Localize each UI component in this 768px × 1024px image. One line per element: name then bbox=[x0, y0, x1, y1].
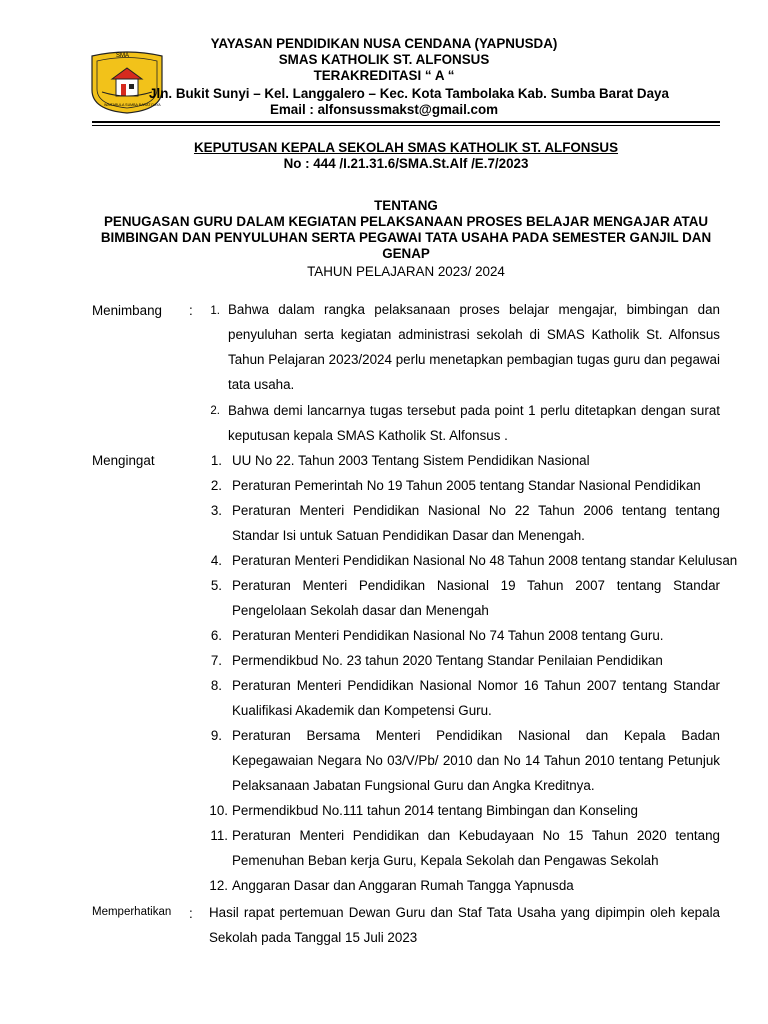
mengingat-num-6: 6. bbox=[210, 628, 222, 643]
mengingat-text-6: Peraturan Menteri Pendidikan Nasional No 74 Tahun 2008 tentang Guru. bbox=[232, 628, 664, 643]
memperhatikan-text: Hasil rapat pertemuan Dewan Guru dan Staf Tata Usaha yang dipimpin oleh kepala Sekolah pada Tanggal 15 Juli 2023 bbox=[209, 905, 720, 945]
mengingat-text-8: Peraturan Menteri Pendidikan Nasional Nomor 16 Tahun 2007 tentang Standar Kualifikasi Akademik dan Kompetensi Guru. bbox=[232, 678, 720, 718]
foundation-name: YAYASAN PENDIDIKAN NUSA CENDANA (YAPNUSDA) bbox=[210, 36, 558, 51]
mengingat-num-8: 8. bbox=[210, 678, 222, 693]
mengingat-num-2: 2. bbox=[210, 478, 222, 493]
subject-line-2: BIMBINGAN DAN PENYULUHAN SERTA PEGAWAI TATA USAHA PADA SEMESTER GANJIL DAN bbox=[100, 230, 712, 245]
mengingat-num-9: 9. bbox=[210, 728, 222, 743]
mengingat-num-3: 3. bbox=[210, 503, 222, 518]
decree-number: No : 444 /I.21.31.6/SMA.St.Alf /E.7/2023 bbox=[283, 156, 529, 171]
mengingat-text-4: Peraturan Menteri Pendidikan Nasional No 48 Tahun 2008 tentang standar Kelulusan bbox=[232, 553, 738, 568]
about-heading: TENTANG bbox=[374, 198, 438, 213]
mengingat-text-7: Permendikbud No. 23 tahun 2020 Tentang Standar Penilaian Pendidikan bbox=[232, 653, 663, 668]
menimbang-colon: : bbox=[189, 303, 193, 318]
mengingat-text-3: Peraturan Menteri Pendidikan Nasional No 22 Tahun 2006 tentang tentang Standar Isi untuk Satuan Pendidikan Dasar dan Menengah. bbox=[232, 503, 720, 543]
mengingat-text-2: Peraturan Pemerintah No 19 Tahun 2005 tentang Standar Nasional Pendidikan bbox=[232, 478, 701, 493]
header-rule-thick bbox=[92, 121, 720, 123]
menimbang-label: Menimbang bbox=[92, 303, 162, 318]
mengingat-text-9: Peraturan Bersama Menteri Pendidikan Nasional dan Kepala Badan Kepegawaian Negara No 03/V/Pb/ 2010 dan No 14 Tahun 2010 tentang Petunjuk Pelaksanaan Jabatan Fungsional Guru dan Angka Kreditnya. bbox=[232, 728, 720, 793]
school-email: Email : alfonsussmakst@gmail.com bbox=[269, 102, 499, 117]
logo-bottom-text: WAITABULA SUMBA BARAT DAYA bbox=[104, 103, 161, 107]
menimbang-num-2: 2. bbox=[210, 405, 220, 417]
school-address: Jln. Bukit Sunyi – Kel. Langgalero – Kec. Kota Tambolaka Kab. Sumba Barat Daya bbox=[149, 86, 669, 101]
accreditation: TERAKREDITASI “ A “ bbox=[313, 68, 455, 83]
mengingat-num-4: 4. bbox=[210, 553, 222, 568]
mengingat-text-10: Permendikbud No.111 tahun 2014 tentang Bimbingan dan Konseling bbox=[232, 803, 638, 818]
academic-year: TAHUN PELAJARAN 2023/ 2024 bbox=[307, 264, 505, 279]
memperhatikan-colon: : bbox=[189, 906, 193, 921]
subject-line-1: PENUGASAN GURU DALAM KEGIATAN PELAKSANAAN PROSES BELAJAR MENGAJAR ATAU bbox=[103, 214, 709, 229]
mengingat-num-12: 12. bbox=[209, 878, 228, 893]
mengingat-num-11: 11. bbox=[210, 828, 228, 843]
mengingat-num-10: 10. bbox=[209, 803, 228, 818]
menimbang-num-1: 1. bbox=[210, 305, 220, 317]
logo-top-text: SMA bbox=[116, 53, 130, 59]
header-rule-thin bbox=[92, 125, 720, 126]
menimbang-text-2: Bahwa demi lancarnya tugas tersebut pada point 1 perlu ditetapkan dengan surat keputusan kepala SMAS Katholik St. Alfonsus . bbox=[228, 403, 720, 443]
mengingat-num-1: 1. bbox=[210, 453, 222, 468]
mengingat-num-7: 7. bbox=[210, 653, 222, 668]
decree-title: KEPUTUSAN KEPALA SEKOLAH SMAS KATHOLIK ST. ALFONSUS bbox=[193, 140, 619, 155]
mengingat-num-5: 5. bbox=[210, 578, 222, 593]
mengingat-text-1: UU No 22. Tahun 2003 Tentang Sistem Pendidikan Nasional bbox=[232, 453, 590, 468]
mengingat-text-5: Peraturan Menteri Pendidikan Nasional 19 Tahun 2007 tentang Standar Pengelolaan Sekolah dasar dan Menengah bbox=[232, 578, 720, 618]
menimbang-text-1: Bahwa dalam rangka pelaksanaan proses belajar mengajar, bimbingan dan penyuluhan serta kegiatan administrasi sekolah di SMAS Katholik St. Alfonsus Tahun Pelajaran 2023/2024 perlu menetapkan pembagian tugas guru dan pegawai tata usaha. bbox=[228, 302, 720, 392]
school-name: SMAS KATHOLIK ST. ALFONSUS bbox=[278, 52, 490, 67]
mengingat-text-12: Anggaran Dasar dan Anggaran Rumah Tangga Yapnusda bbox=[232, 878, 574, 893]
memperhatikan-label: Memperhatikan bbox=[92, 906, 172, 918]
subject-line-3: GENAP bbox=[382, 246, 430, 261]
mengingat-text-11: Peraturan Menteri Pendidikan dan Kebudayaan No 15 Tahun 2020 tentang Pemenuhan Beban kerja Guru, Kepala Sekolah dan Pengawas Sekolah bbox=[232, 828, 720, 868]
mengingat-label: Mengingat bbox=[92, 453, 155, 468]
